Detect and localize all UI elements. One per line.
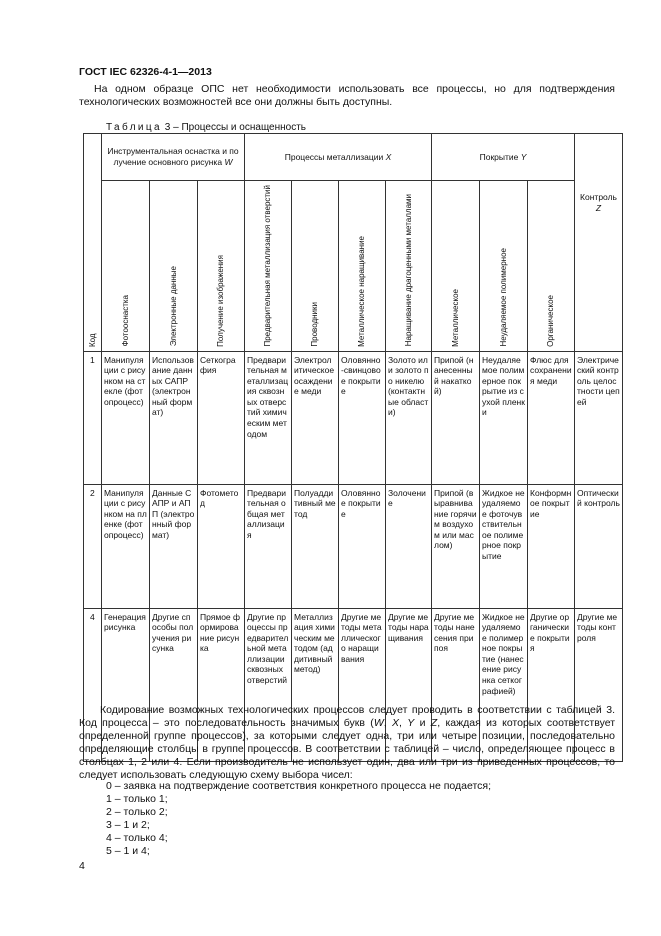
row-code: 1 <box>84 351 102 484</box>
list-item: 5 – 1 и 4; <box>106 845 150 857</box>
group-tooling: Инструментальная оснастка и получение основного рисунка W <box>102 134 245 181</box>
table-cell: Полуаддитивный метод <box>292 484 339 608</box>
table-cell: Другие методы наращивания <box>386 608 432 761</box>
table-cell: Использование данных САПР (электронный формат) <box>150 351 198 484</box>
table-cell: Другие процессы предварительной металлизации сквозных отверстий <box>245 608 292 761</box>
table-row <box>84 351 623 484</box>
column-header-organic: Органическое <box>528 181 575 352</box>
list-item: 4 – только 4; <box>106 832 168 844</box>
column-header-kod: Код <box>84 134 102 352</box>
table-cell: Оловянно-свинцовое покрытие <box>339 351 386 484</box>
table-cell: Металлизация химическим методом (аддитивный метод) <box>292 608 339 761</box>
table-cell: Сеткография <box>198 351 245 484</box>
table-cell: Генерация рисунка <box>102 608 150 761</box>
options-list <box>106 780 491 858</box>
column-header-image: Получение изображения <box>198 181 245 352</box>
column-header-nonremovable: Неудаляемое полимерное <box>480 181 528 352</box>
column-header-metal-build: Металлическое наращивание <box>339 181 386 352</box>
table-cell: Предварительная металлизация сквозных отверстий химическим методом <box>245 351 292 484</box>
caption-title: 3 – Процессы и оснащенность <box>164 122 307 133</box>
group-metallization: Процессы металлизации X <box>245 134 432 181</box>
column-header-row <box>84 181 623 352</box>
column-header-conductors: Проводники <box>292 181 339 352</box>
table-cell: Предварительная общая металлизация <box>245 484 292 608</box>
processes-table <box>83 133 623 762</box>
table-cell: Оловянное покрытие <box>339 484 386 608</box>
list-item: 3 – 1 и 2; <box>106 819 150 831</box>
table-cell: Другие методы нанесения припоя <box>432 608 480 761</box>
table-cell: Манипуляции с рисунком на пленке (фотопроцесс) <box>102 484 150 608</box>
group-coating: Покрытие Y <box>432 134 575 181</box>
list-item: 0 – заявка на подтверждение соответствия конкретного процесса не подается; <box>106 780 492 792</box>
table-cell: Припой (нанесенный накаткой) <box>432 351 480 484</box>
column-header-photo: Фотооснастка <box>102 181 150 352</box>
table-cell: Конформное покрытие <box>528 484 575 608</box>
table-cell: Электролитическое осаждение меди <box>292 351 339 484</box>
table-cell: Фотометод <box>198 484 245 608</box>
list-item: 2 – только 2; <box>106 806 168 818</box>
table-cell: Припой (выравнивание горячим воздухом или маслом) <box>432 484 480 608</box>
table-cell: Оптический контроль <box>575 484 623 608</box>
table-cell: Прямое формирование рисунка <box>198 608 245 761</box>
intro-paragraph: На одном образце ОПС нет необходимости использовать все процессы, но для подтверждения технологических возможностей все они должны быть доступны. <box>79 83 615 108</box>
table-cell: Другие органические покрытия <box>528 608 575 761</box>
column-header-premet: Предварительная металлизация отверстий <box>245 181 292 352</box>
row-code: 2 <box>84 484 102 608</box>
table-cell: Золочение <box>386 484 432 608</box>
table-cell: Жидкое неудаляемое полимерное покрытие (нанесение рисунка сеткографией) <box>480 608 528 761</box>
page-number: 4 <box>79 860 85 872</box>
column-header-precious: Наращивание драгоценными металлами <box>386 181 432 352</box>
table-cell: Манипуляции с рисунком на стекле (фотопроцесс) <box>102 351 150 484</box>
group-header-row <box>84 134 623 181</box>
table-cell: Данные САПР и АПП (электронный формат) <box>150 484 198 608</box>
document-header: ГОСТ IEC 62326-4-1—2013 <box>79 66 212 78</box>
caption-label: Таблица <box>106 122 163 133</box>
table-cell: Другие способы получения рисунка <box>150 608 198 761</box>
coding-paragraph: Кодирование возможных технологических процессов следует проводить в соответствии с таблицей 3. Код процесса – это последовательность значимых букв (W, X, Y и Z, каждая из которых соответствует определенной группе процессов), за которыми следует одна, три или четыре позиции, последовательно определяющие столбцы в группе процессов. В соответствии с таблицей – число, определяющее процесс в столбцах 1, 2 или 4. Если производитель не использует один, два или три из приведенных процессов, то следует использовать следующую схему выбора чисел: <box>79 704 616 781</box>
group-control: Контроль Z <box>575 134 623 352</box>
table-cell: Жидкое неудаляемое фоточувствительное полимерное покрытие <box>480 484 528 608</box>
table-caption <box>106 122 306 133</box>
table-cell: Другие методы металлического наращивания <box>339 608 386 761</box>
table-cell: Электрический контроль целостности цепей <box>575 351 623 484</box>
table-cell: Другие методы контроля <box>575 608 623 761</box>
table-cell: Флюс для сохранения меди <box>528 351 575 484</box>
column-header-electronic: Электронные данные <box>150 181 198 352</box>
table-cell: Неудаляемое полимерное покрытие из сухой пленки <box>480 351 528 484</box>
list-item: 1 – только 1; <box>106 793 168 805</box>
table-cell: Золото или золото по никелю (контактные области) <box>386 351 432 484</box>
column-header-metallic: Металлическое <box>432 181 480 352</box>
table-row <box>84 484 623 608</box>
row-code: 4 <box>84 608 102 761</box>
